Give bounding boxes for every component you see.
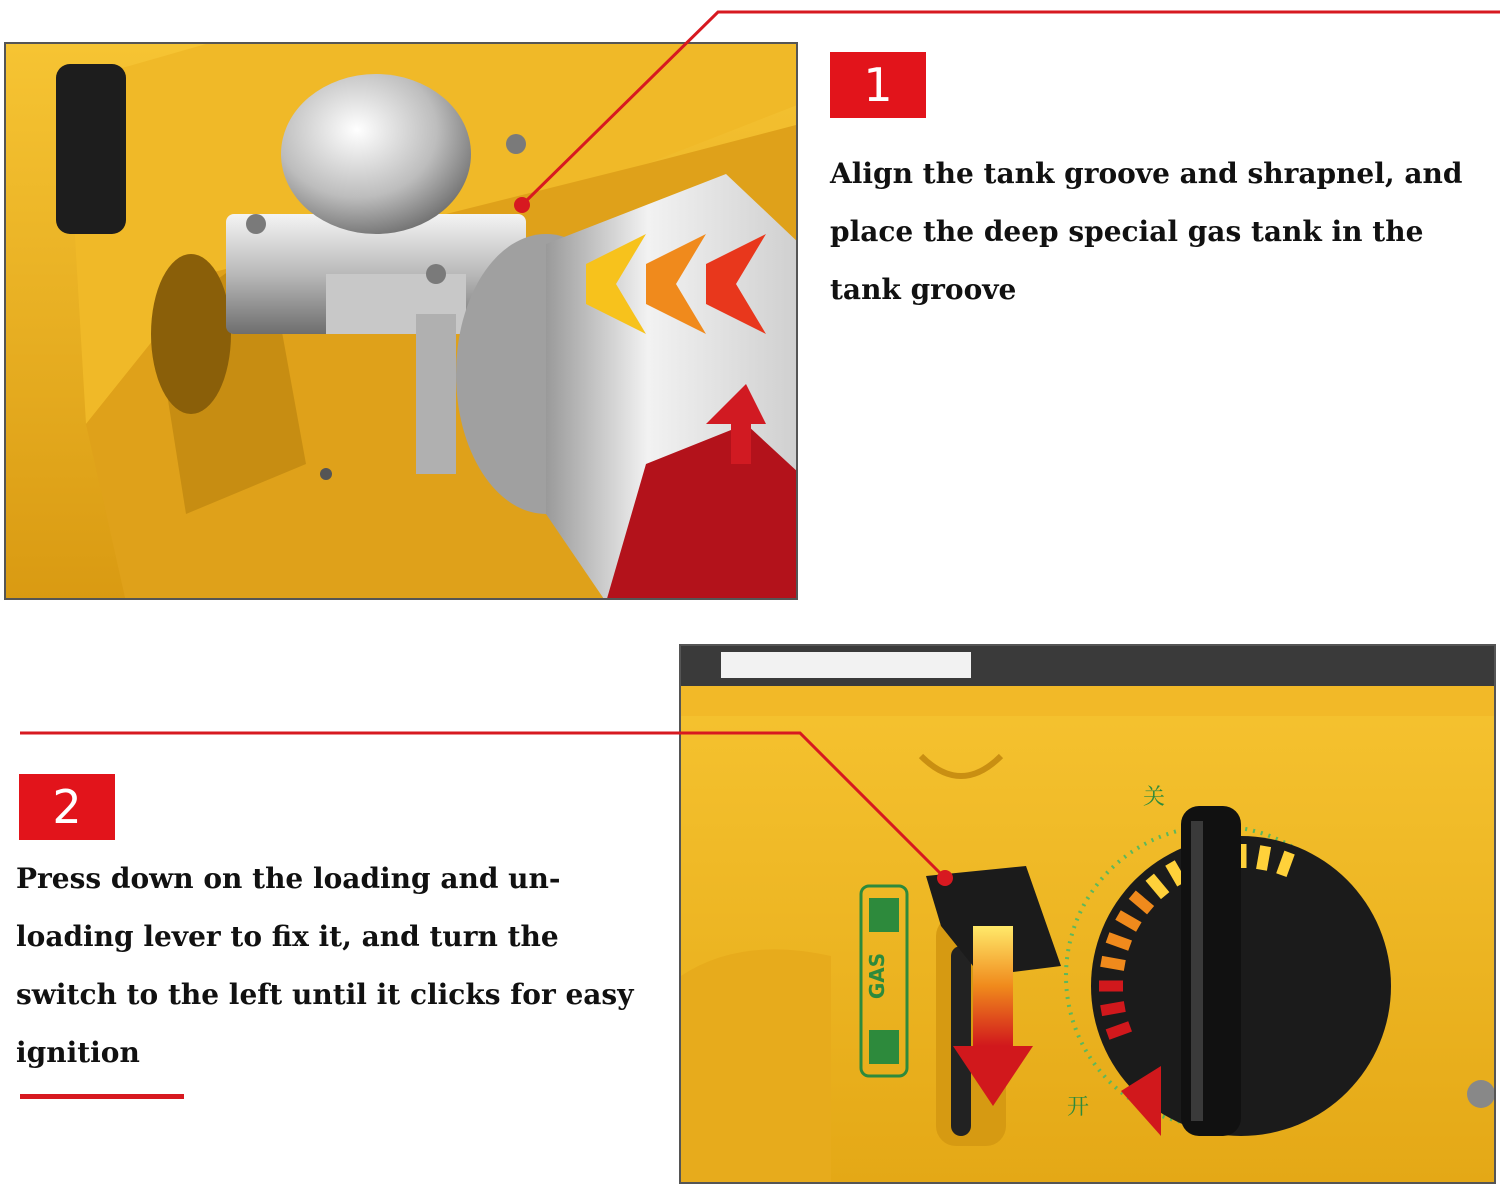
step-1-badge: 1 [830, 52, 926, 118]
dial-tick [1108, 937, 1131, 945]
step-2-description: Press down on the loading and un-loading lever to fix it, and turn the switch to the left until it clicks for easy ignition [16, 862, 634, 1069]
tank-groove-photo [4, 42, 798, 600]
step-2-badge: 2 [19, 774, 115, 840]
dial-tick [1101, 1006, 1125, 1010]
step-2-underline [20, 1094, 184, 1099]
gas-label: GAS [865, 952, 889, 1000]
dial-tick [1261, 846, 1265, 870]
ignition-switch-photo [679, 644, 1496, 1184]
dial-off-label: 关 [1143, 785, 1166, 810]
dial-tick [1101, 961, 1125, 965]
dial-tick [1108, 1026, 1131, 1034]
dial-tick [1281, 853, 1289, 876]
step-1-description: Align the tank groove and shrapnel, and place the deep special gas tank in the tank groove [830, 157, 1463, 306]
dial-on-label: 开 [1067, 1095, 1090, 1120]
